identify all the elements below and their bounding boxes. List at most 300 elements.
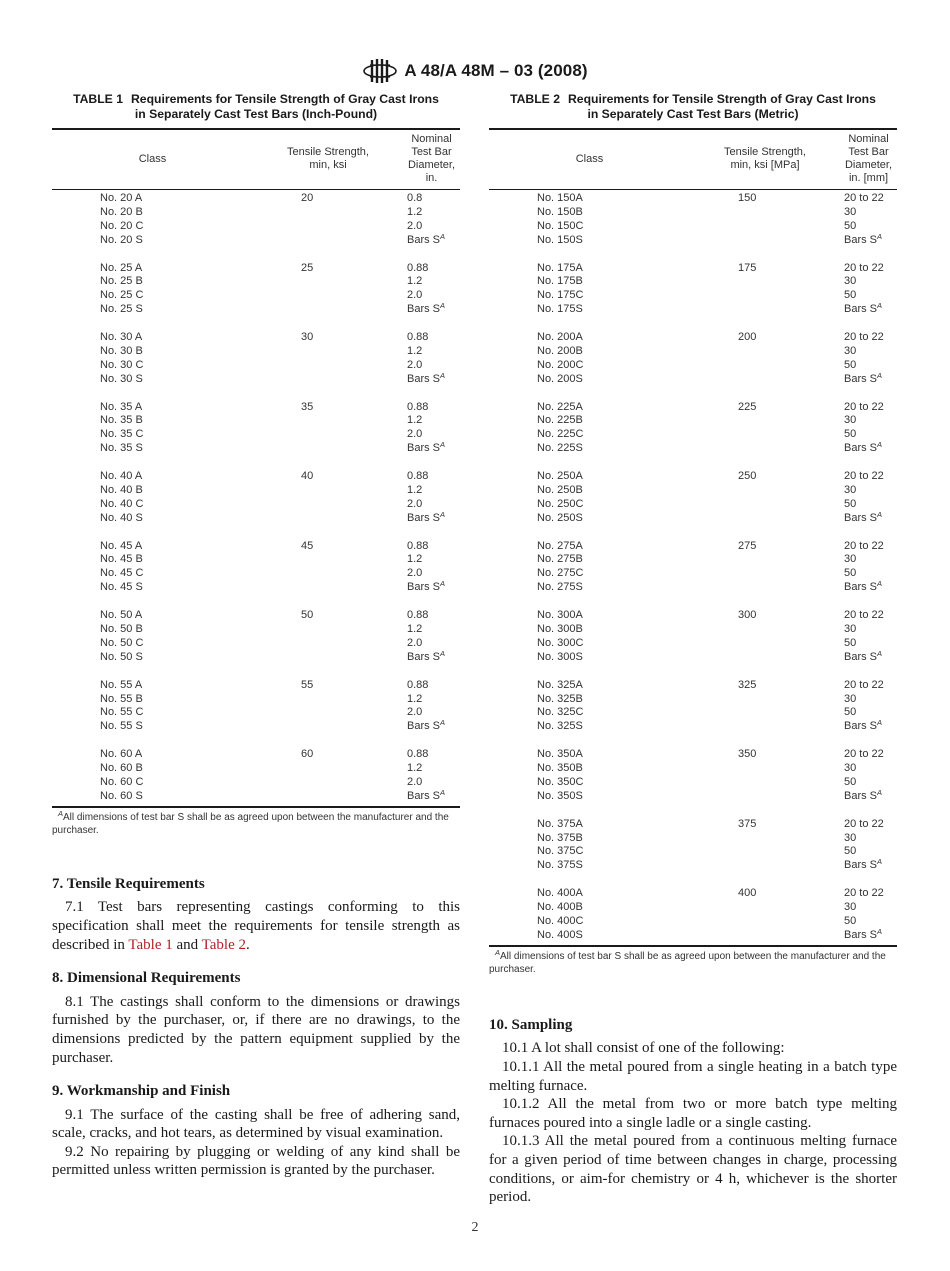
- tensile-cell: [690, 512, 840, 526]
- table-row: [52, 776, 460, 790]
- table-row: [52, 693, 460, 707]
- class-cell: No. 25 C: [100, 289, 144, 302]
- class-cell: No. 400C: [537, 914, 584, 927]
- group-spacer: [489, 317, 897, 331]
- class-cell: No. 50 B: [100, 623, 143, 635]
- diameter-cell: 20 to 22: [844, 400, 884, 413]
- table2-body: [489, 190, 897, 946]
- diameter-cell: 20 to 22: [844, 817, 884, 830]
- tensile-cell: [690, 720, 840, 734]
- table-row: [52, 484, 460, 498]
- class-cell: No. 150B: [537, 205, 583, 218]
- tensile-cell: 325: [738, 678, 757, 691]
- class-cell: No. 350C: [537, 775, 584, 788]
- diameter-cell: 20 to 22: [844, 748, 884, 761]
- class-cell: No. 30 S: [100, 372, 143, 385]
- footnote-ref: A: [440, 231, 446, 241]
- diameter-cell: 30: [844, 553, 857, 566]
- table-row: [52, 790, 460, 807]
- tensile-cell: 25: [301, 261, 314, 274]
- table-row: [489, 651, 897, 665]
- group-spacer: [489, 456, 897, 470]
- class-cell: No. 350A: [537, 748, 583, 761]
- table-row: [489, 470, 897, 484]
- section-9: [52, 1082, 460, 1180]
- tensile-cell: [690, 706, 840, 720]
- group-spacer: [489, 248, 897, 262]
- diameter-cell: Bars $S^A$: [407, 440, 446, 455]
- table-row: [52, 623, 460, 637]
- table-row: [52, 345, 460, 359]
- table-row: [489, 859, 897, 873]
- footnote-ref: A: [440, 440, 446, 450]
- table-row: [52, 706, 460, 720]
- class-cell: No. 200S: [537, 372, 583, 385]
- tensile-cell: [690, 929, 840, 946]
- document-header: [0, 56, 950, 91]
- diameter-cell: 1.2: [407, 275, 423, 288]
- diameter-cell: 0.88: [407, 400, 429, 413]
- diameter-cell: 20 to 22: [844, 887, 884, 900]
- class-cell: No. 150A: [537, 192, 583, 204]
- diameter-cell: 30: [844, 205, 857, 218]
- diameter-cell: Bars $S^A$: [407, 787, 446, 802]
- diameter-cell: 2.0: [407, 636, 423, 649]
- diameter-cell: 2.0: [407, 567, 423, 580]
- tensile-cell: [253, 220, 403, 234]
- table-row: [489, 190, 897, 206]
- table-row: [489, 706, 897, 720]
- footnote-ref: A: [440, 301, 446, 311]
- diameter-cell: Bars $S^A$: [407, 648, 446, 663]
- class-cell: No. 35 A: [100, 400, 143, 413]
- section-10-1-3: 10.1.3 All the metal poured from a continuous melting furnace for a given period of time between changes in charge, processing conditions, or aim-for chemistry or 4 h, whichever is the shorter period.: [489, 1133, 897, 1206]
- table-row: [489, 262, 897, 276]
- footnote-ref: A: [877, 440, 883, 450]
- diameter-cell: 50: [844, 914, 857, 927]
- document-title: A 48/A 48M – 03 (2008): [404, 61, 588, 80]
- table-row: [489, 609, 897, 623]
- table-row: [489, 915, 897, 929]
- table-row: [52, 720, 460, 734]
- diameter-cell: 50: [844, 497, 857, 510]
- tensile-cell: [690, 414, 840, 428]
- table1-footnote: $^A$All dimensions of test bar S shall be as agreed upon between the manufacturer and the purchaser.: [52, 807, 460, 837]
- class-cell: No. 20 C: [100, 219, 144, 232]
- diameter-cell: Bars $S^A$: [844, 857, 883, 872]
- tensile-cell: [690, 901, 840, 915]
- tensile-cell: 375: [738, 817, 757, 830]
- diameter-cell: Bars $S^A$: [844, 718, 883, 733]
- table1-link[interactable]: Table 1: [128, 936, 173, 953]
- table-row: [489, 762, 897, 776]
- tensile-cell: [253, 414, 403, 428]
- table1-col-diameter: Nominal Test Bar Diameter, in.: [403, 129, 460, 190]
- class-cell: No. 175B: [537, 275, 583, 288]
- section-8: [52, 969, 460, 1067]
- table2-title-line1: Requirements for Tensile Strength of Gray Cast Irons: [567, 92, 876, 106]
- table-row: [489, 845, 897, 859]
- table-row: [52, 206, 460, 220]
- diameter-cell: Bars $S^A$: [844, 301, 883, 316]
- diameter-cell: 0.88: [407, 609, 429, 622]
- tensile-cell: [690, 206, 840, 220]
- table-row: [52, 540, 460, 554]
- diameter-cell: 30: [844, 344, 857, 357]
- diameter-cell: Bars $S^A$: [407, 718, 446, 733]
- tensile-cell: [253, 289, 403, 303]
- tensile-cell: [690, 651, 840, 665]
- table-row: [489, 373, 897, 387]
- tensile-cell: 50: [301, 609, 314, 622]
- table-row: [489, 818, 897, 832]
- tensile-cell: 40: [301, 470, 314, 483]
- tensile-cell: [690, 359, 840, 373]
- table-row: [52, 637, 460, 651]
- table-row: [489, 832, 897, 846]
- class-cell: No. 35 S: [100, 442, 143, 455]
- diameter-cell: 50: [844, 219, 857, 232]
- class-cell: No. 250C: [537, 497, 584, 510]
- group-spacer: [52, 317, 460, 331]
- diameter-cell: 2.0: [407, 497, 423, 510]
- diameter-cell: Bars $S^A$: [844, 926, 883, 941]
- diameter-cell: Bars $S^A$: [407, 370, 446, 385]
- diameter-cell: 1.2: [407, 553, 423, 566]
- tensile-cell: 225: [738, 400, 757, 413]
- table-row: [489, 720, 897, 734]
- footnote-ref: A: [440, 718, 446, 728]
- table-row: [489, 929, 897, 946]
- diameter-cell: 30: [844, 275, 857, 288]
- table-row: [52, 748, 460, 762]
- group-spacer: [52, 734, 460, 748]
- group-spacer: [52, 665, 460, 679]
- section-10-1-2: 10.1.2 All the metal from two or more batch type melting furnaces poured into a single ladle or a single casting.: [489, 1096, 897, 1131]
- tensile-cell: [253, 776, 403, 790]
- diameter-cell: 30: [844, 483, 857, 496]
- class-cell: No. 200A: [537, 331, 583, 344]
- diameter-cell: 2.0: [407, 775, 423, 788]
- footnote-ref: A: [877, 718, 883, 728]
- table-row: [489, 887, 897, 901]
- tensile-cell: [690, 220, 840, 234]
- right-column: [489, 92, 897, 1207]
- class-cell: No. 400B: [537, 901, 583, 914]
- class-cell: No. 250B: [537, 483, 583, 496]
- tensile-cell: [690, 234, 840, 248]
- class-cell: No. 50 A: [100, 609, 143, 622]
- class-cell: No. 60 S: [100, 789, 143, 802]
- class-cell: No. 375C: [537, 845, 584, 858]
- tensile-cell: 35: [301, 400, 314, 413]
- diameter-cell: Bars $S^A$: [407, 509, 446, 524]
- table1: [52, 128, 460, 837]
- class-cell: No. 300A: [537, 609, 583, 622]
- diameter-cell: 50: [844, 289, 857, 302]
- class-cell: No. 275S: [537, 581, 583, 594]
- tensile-cell: [690, 581, 840, 595]
- tensile-cell: [690, 623, 840, 637]
- table-row: [52, 498, 460, 512]
- table-row: [489, 303, 897, 317]
- table2: [489, 128, 897, 976]
- table-row: [52, 651, 460, 665]
- diameter-cell: 20 to 22: [844, 609, 884, 622]
- tensile-cell: 175: [738, 261, 757, 274]
- table-row: [489, 623, 897, 637]
- diameter-cell: 0.88: [407, 261, 429, 274]
- class-cell: No. 225C: [537, 428, 584, 441]
- table-row: [489, 401, 897, 415]
- table2-col-class: Class: [489, 129, 690, 190]
- table-row: [489, 234, 897, 248]
- footnote-ref: A: [877, 579, 883, 589]
- table-row: [52, 553, 460, 567]
- footnote-ref: A: [440, 370, 446, 380]
- table-row: [489, 345, 897, 359]
- table1-caption: [52, 92, 460, 122]
- group-spacer: [52, 595, 460, 609]
- diameter-cell: 50: [844, 775, 857, 788]
- class-cell: No. 300C: [537, 636, 584, 649]
- tensile-cell: [690, 637, 840, 651]
- table-row: [52, 262, 460, 276]
- diameter-cell: 2.0: [407, 358, 423, 371]
- table-row: [489, 748, 897, 762]
- tensile-cell: [253, 706, 403, 720]
- tensile-cell: 45: [301, 539, 314, 552]
- class-cell: No. 375B: [537, 831, 583, 844]
- class-cell: No. 325C: [537, 706, 584, 719]
- diameter-cell: 50: [844, 636, 857, 649]
- table-row: [489, 637, 897, 651]
- table-row: [52, 567, 460, 581]
- class-cell: No. 50 S: [100, 650, 143, 663]
- table-row: [52, 762, 460, 776]
- class-cell: No. 20 A: [100, 192, 143, 204]
- tensile-cell: [690, 790, 840, 804]
- tensile-cell: [690, 859, 840, 873]
- tensile-cell: [253, 206, 403, 220]
- class-cell: No. 350B: [537, 762, 583, 775]
- class-cell: No. 150C: [537, 219, 584, 232]
- table-row: [52, 373, 460, 387]
- diameter-cell: 20 to 22: [844, 331, 884, 344]
- table2-link[interactable]: Table 2: [201, 936, 246, 953]
- diameter-cell: 30: [844, 762, 857, 775]
- class-cell: No. 60 A: [100, 748, 143, 761]
- diameter-cell: 0.88: [407, 331, 429, 344]
- table-row: [52, 331, 460, 345]
- group-spacer: [489, 804, 897, 818]
- diameter-cell: 0.88: [407, 539, 429, 552]
- tensile-cell: [253, 623, 403, 637]
- tensile-cell: 20: [301, 192, 314, 204]
- diameter-cell: 30: [844, 901, 857, 914]
- diameter-cell: 1.2: [407, 344, 423, 357]
- class-cell: No. 25 B: [100, 275, 143, 288]
- class-cell: No. 275A: [537, 539, 583, 552]
- class-cell: No. 150S: [537, 233, 583, 246]
- section-10-1: 10.1 A lot shall consist of one of the following:: [502, 1040, 785, 1057]
- group-spacer: [52, 526, 460, 540]
- tensile-cell: [690, 275, 840, 289]
- table-row: [489, 484, 897, 498]
- class-cell: No. 50 C: [100, 636, 144, 649]
- diameter-cell: Bars $S^A$: [844, 440, 883, 455]
- diameter-cell: 20 to 22: [844, 192, 884, 204]
- table2-caption: [489, 92, 897, 122]
- diameter-cell: 30: [844, 414, 857, 427]
- diameter-cell: Bars $S^A$: [844, 787, 883, 802]
- tensile-cell: 55: [301, 678, 314, 691]
- table-row: [489, 540, 897, 554]
- class-cell: No. 40 S: [100, 511, 143, 524]
- table1-title-line2: in Separately Cast Test Bars (Inch-Pound): [134, 107, 378, 121]
- table-row: [52, 220, 460, 234]
- class-cell: No. 275C: [537, 567, 584, 580]
- footnote-ref: A: [877, 301, 883, 311]
- table-row: [489, 498, 897, 512]
- diameter-cell: 2.0: [407, 706, 423, 719]
- footnote-ref: A: [877, 648, 883, 658]
- section-9-1: 9.1 The surface of the casting shall be free of adhering sand, scale, cracks, and hot tears, as determined by visual examination.: [52, 1106, 460, 1142]
- tensile-cell: [690, 303, 840, 317]
- tensile-cell: [690, 428, 840, 442]
- diameter-cell: 2.0: [407, 428, 423, 441]
- diameter-cell: 20 to 22: [844, 470, 884, 483]
- table-row: [489, 442, 897, 456]
- tensile-cell: [253, 498, 403, 512]
- footnote-ref: A: [440, 648, 446, 658]
- tensile-cell: [690, 567, 840, 581]
- table-row: [489, 275, 897, 289]
- table-row: [489, 693, 897, 707]
- table-row: [489, 512, 897, 526]
- diameter-cell: 20 to 22: [844, 261, 884, 274]
- table-row: [489, 581, 897, 595]
- table2-title-line2: in Separately Cast Test Bars (Metric): [587, 107, 799, 121]
- table-row: [52, 275, 460, 289]
- table-row: [489, 776, 897, 790]
- tensile-cell: 350: [738, 748, 757, 761]
- diameter-cell: 50: [844, 845, 857, 858]
- class-cell: No. 55 A: [100, 678, 143, 691]
- tensile-cell: [690, 832, 840, 846]
- tensile-cell: [253, 553, 403, 567]
- page-number: 2: [471, 1220, 479, 1235]
- section-10: [489, 1016, 897, 1207]
- footnote-ref: A: [877, 231, 883, 241]
- class-cell: No. 175C: [537, 289, 584, 302]
- group-spacer: [489, 665, 897, 679]
- diameter-cell: 30: [844, 623, 857, 635]
- class-cell: No. 25 S: [100, 303, 143, 316]
- table-row: [489, 553, 897, 567]
- tensile-cell: 30: [301, 331, 314, 344]
- diameter-cell: 30: [844, 831, 857, 844]
- table-row: [52, 512, 460, 526]
- tensile-cell: 300: [738, 609, 757, 622]
- class-cell: No. 225B: [537, 414, 583, 427]
- tensile-cell: [690, 845, 840, 859]
- tensile-cell: [253, 359, 403, 373]
- tensile-cell: [253, 345, 403, 359]
- table-row: [489, 790, 897, 804]
- class-cell: No. 45 S: [100, 581, 143, 594]
- footnote-ref: A: [877, 787, 883, 797]
- class-cell: No. 175A: [537, 261, 583, 274]
- diameter-cell: 0.8: [407, 192, 423, 204]
- tensile-cell: [690, 553, 840, 567]
- class-cell: No. 375S: [537, 859, 583, 872]
- tensile-cell: [253, 790, 403, 807]
- tensile-cell: [690, 915, 840, 929]
- table-row: [489, 359, 897, 373]
- diameter-cell: 50: [844, 428, 857, 441]
- class-cell: No. 40 C: [100, 497, 144, 510]
- tensile-cell: 150: [738, 192, 757, 204]
- diameter-cell: 50: [844, 567, 857, 580]
- diameter-cell: 20 to 22: [844, 539, 884, 552]
- group-spacer: [489, 873, 897, 887]
- class-cell: No. 60 B: [100, 762, 143, 775]
- class-cell: No. 20 B: [100, 205, 143, 218]
- group-spacer: [489, 734, 897, 748]
- section-7-heading: 7. Tensile Requirements: [52, 875, 205, 892]
- table-row: [52, 289, 460, 303]
- group-spacer: [52, 248, 460, 262]
- section-7-1: 7.1 Test bars representing castings conforming to this specification shall meet the requirements for tensile strength as described in Table 1 and Table 2.: [52, 899, 460, 953]
- class-cell: No. 40 B: [100, 483, 143, 496]
- group-spacer: [489, 526, 897, 540]
- footnote-ref: A: [877, 926, 883, 936]
- table-row: [52, 359, 460, 373]
- diameter-cell: Bars $S^A$: [844, 648, 883, 663]
- tensile-cell: 200: [738, 331, 757, 344]
- tensile-cell: [690, 289, 840, 303]
- table-row: [489, 289, 897, 303]
- tensile-cell: 275: [738, 539, 757, 552]
- tensile-cell: [690, 345, 840, 359]
- footnote-ref: A: [877, 509, 883, 519]
- class-cell: No. 200C: [537, 358, 584, 371]
- table-row: [52, 470, 460, 484]
- class-cell: No. 55 S: [100, 720, 143, 733]
- class-cell: No. 325B: [537, 692, 583, 705]
- group-spacer: [52, 456, 460, 470]
- section-9-heading: 9. Workmanship and Finish: [52, 1083, 231, 1100]
- table1-label: TABLE 1: [73, 92, 123, 106]
- diameter-cell: 1.2: [407, 692, 423, 705]
- diameter-cell: Bars $S^A$: [844, 509, 883, 524]
- class-cell: No. 300S: [537, 650, 583, 663]
- table-row: [489, 206, 897, 220]
- class-cell: No. 30 B: [100, 344, 143, 357]
- section-10-1-1: 10.1.1 All the metal poured from a single heating in a batch type melting furnace.: [489, 1058, 897, 1094]
- class-cell: No. 400A: [537, 887, 583, 900]
- group-spacer: [489, 387, 897, 401]
- table-row: [52, 428, 460, 442]
- class-cell: No. 175S: [537, 303, 583, 316]
- table-row: [52, 303, 460, 317]
- class-cell: No. 375A: [537, 817, 583, 830]
- tensile-cell: [690, 373, 840, 387]
- tensile-cell: [253, 275, 403, 289]
- table-row: [489, 901, 897, 915]
- footnote-ref: A: [440, 579, 446, 589]
